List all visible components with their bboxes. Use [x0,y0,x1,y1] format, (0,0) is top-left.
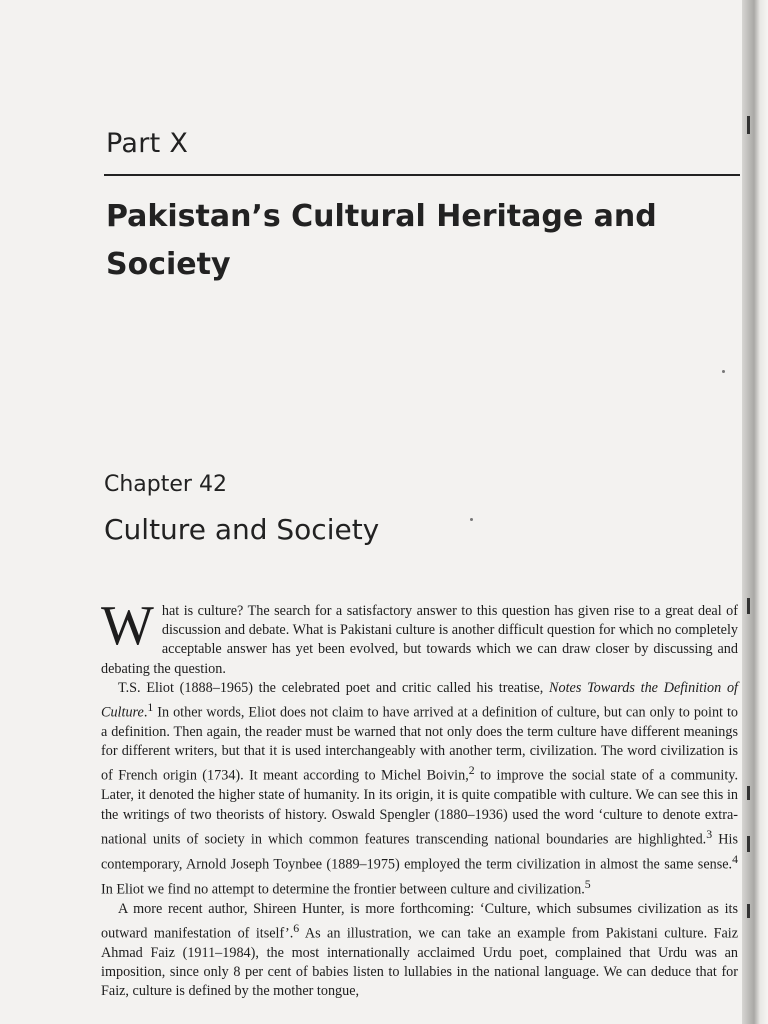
footnote-ref: 2 [468,763,475,778]
paragraph-3-text-a: A more recent author, Shireen Hunter, is more forthcoming: ‘Culture, which subsumes civilization as its outward manifestation of itself’. [101,900,738,942]
footnote-ref: 1 [147,700,154,715]
chapter-title: Culture and Society [104,513,380,546]
paragraph-3-text-b: As an illustration, we can take an example from Pakistani culture. Faiz Ahmad Faiz (1911–1984), the most internationally acclaimed Urdu poet, complained that Urdu was an imposition, since only 8 per cent of babies listen to lullabies in the national language. We can deduce that for Faiz, culture is defined by the mother tongue, [101,925,738,1000]
footnote-ref: 3 [706,826,713,841]
part-heading: Pakistan’s Cultural Heritage and Society [106,199,657,282]
gutter-mark [747,904,750,918]
chapter-label: Chapter 42 [104,472,227,497]
heading-rule [104,174,740,176]
paragraph-2-text-a: T.S. Eliot (1888–1965) the celebrated poet and critic called his treatise, [118,679,550,696]
page-gutter-shadow [742,0,768,1024]
paragraph-2-text-d: His contemporary, Arnold Joseph Toynbee (1889–1975) employed the term civilization in almost the same sense. [101,831,738,873]
paragraph-1 [101,595,738,679]
speck [470,518,473,521]
paragraph-2-text-e: In Eliot we find no attempt to determine the frontier between culture and civilization. [101,881,585,898]
footnote-ref: 5 [584,876,591,891]
speck [722,370,725,373]
paragraph-2-text-b: In other words, Eliot does not claim to have arrived at a definition of culture, but can only to point to a definition. Then again, the reader must be warned that not only does the term culture have different meanings for different writers, but that it is used interchangeably with another term, civilization. The word civilization is of French origin (1734). It meant according to Michel Boivin, [101,704,738,785]
part-title: Part X [106,128,189,159]
drop-cap: W [101,595,154,657]
book-title: Notes Towards the Definition of Culture [101,679,738,721]
paragraph-2: T.S. Eliot (1888–1965) the celebrated poet and critic called his treatise, Notes Towards the Definition of Culture.$^1$ In other words, Eliot does not claim to have arrived at a definition of culture, but can only to point to a definition. Then again, the reader must be warned that not only does the term culture have different meanings for different writers, but that it is used interchangeably with another term, civilization. The word civilization is of French origin (1734). It meant according to Michel Boivin,$^2$ to improve the social state of a community. Later, it denoted the higher state of humanity. In its origin, it is quite compatible with culture. We can see this in the writings of two theorists of history. Oswald Spengler (1880–1936) used the word ‘culture to denote extra-national units of society in which common features transcending national boundaries are highlighted.$^3$ His contemporary, Arnold Joseph Toynbee (1889–1975) employed the term civilization in almost the same sense.$^4$ In Eliot we find no attempt to determine the frontier between culture and civilization.$^5$ [101,679,739,898]
gutter-mark [747,836,750,852]
footnote-ref: 4 [732,851,738,866]
footnote-ref: 6 [293,920,300,935]
paragraph-3 [101,900,738,1002]
paragraph-2-text-c: to improve the social state of a community. Later, it denoted the higher state of humanity. In its origin, it is quite compatible with culture. We can see this in the writings of two theorists of history. Oswald Spengler (1880–1936) used the word ‘culture to denote extra-national units of society in which common features transcending national boundaries are highlighted. [101,768,739,848]
paragraph-1-text: hat is culture? The search for a satisfactory answer to this question has given rise to a great deal of discussion and debate. What is Pakistani culture is another difficult question for which no completely acceptable answer has yet been evolved, but towards which we can draw closer by discussing and debating the question. [101,603,738,677]
gutter-mark [747,598,750,614]
gutter-mark [747,116,750,134]
gutter-mark [747,786,750,800]
chapter-body [101,595,739,1001]
